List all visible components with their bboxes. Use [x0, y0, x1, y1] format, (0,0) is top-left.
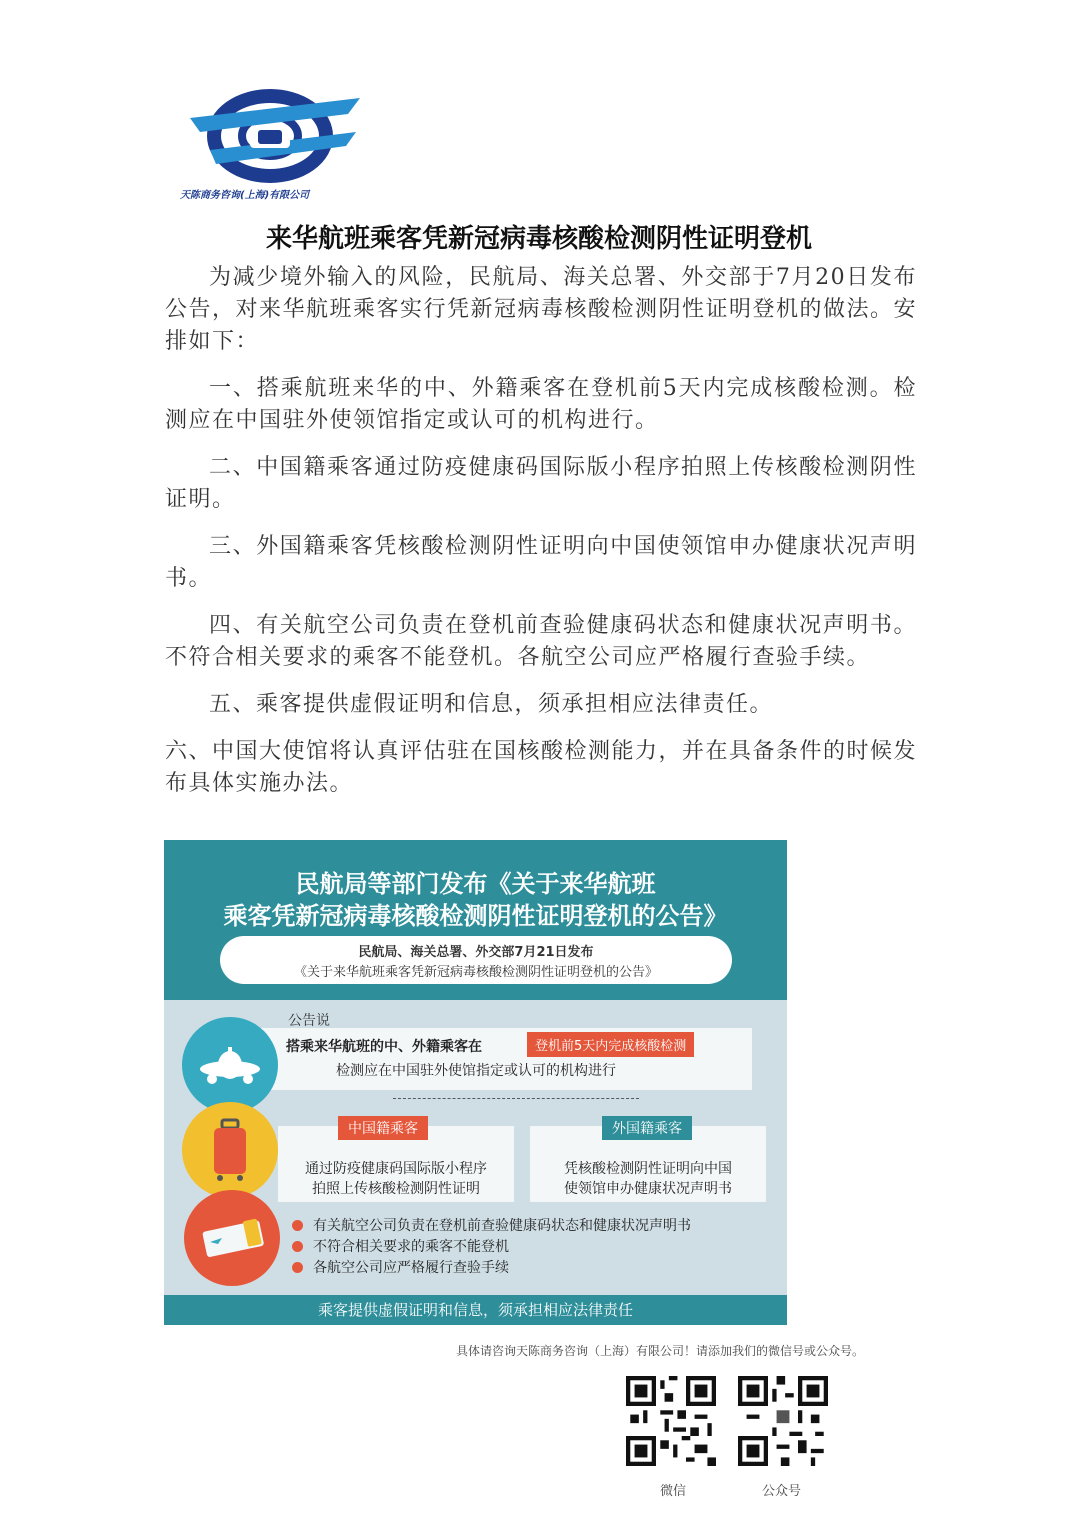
wechat-label: 微信 — [660, 1484, 687, 1499]
rule-item — [292, 1258, 691, 1279]
bullet-dot — [292, 1241, 303, 1252]
said-label: 公告说 — [288, 1013, 330, 1029]
infographic-heading-2: 乘客凭新冠病毒核酸检测阴性证明登机的公告》 — [223, 902, 728, 930]
document-title: 来华航班乘客凭新冠病毒核酸检测阴性证明登机 — [265, 224, 812, 254]
connector-line — [393, 1098, 639, 1115]
rule-item — [292, 1237, 691, 1258]
bullet-dot — [292, 1220, 303, 1231]
foreign-passenger-panel — [530, 1121, 766, 1202]
item-3: 三、外国籍乘客凭核酸检测阴性证明向中国使领馆申办健康状况声明书。 — [165, 534, 917, 591]
chinese-passenger-panel — [278, 1121, 514, 1202]
chinese-passenger-tag: 中国籍乘客 — [338, 1116, 428, 1140]
bullet-dot — [292, 1262, 303, 1273]
foreign-passenger-tag: 外国籍乘客 — [602, 1116, 692, 1140]
contact-note: 具体请咨询天陈商务咨询（上海）有限公司！请添加我们的微信号或公众号。 — [456, 1344, 865, 1358]
foreign-line-1: 凭核酸检测阴性证明向中国 — [564, 1161, 732, 1177]
infographic — [164, 840, 787, 1325]
official-account-label: 公众号 — [762, 1484, 802, 1499]
infographic-footer: 乘客提供虚假证明和信息，须承担相应法律责任 — [164, 1295, 787, 1325]
rule-text: 各航空公司应严格履行查验手续 — [313, 1260, 509, 1276]
official-account-qr-code[interactable] — [738, 1376, 828, 1466]
item-5: 五、乘客提供虚假证明和信息，须承担相应法律责任。 — [209, 692, 774, 717]
rules-list — [292, 1216, 691, 1279]
wechat-qr-code[interactable] — [626, 1376, 716, 1466]
logo-caption: 天陈商务咨询(上海)有限公司 — [180, 190, 310, 201]
item-6: 六、中国大使馆将认真评估驻在国核酸检测能力，并在具备条件的时候发布具体实施办法。 — [165, 739, 918, 796]
boarding-pass-icon — [184, 1190, 280, 1286]
item-2: 二、中国籍乘客通过防疫健康码国际版小程序拍照上传核酸检测阴性证明。 — [165, 455, 917, 512]
airplane-icon — [182, 1017, 278, 1113]
foreign-line-2: 使领馆申办健康状况声明书 — [564, 1181, 732, 1197]
step-1-line-2: 检测应在中国驻外使馆指定或认可的机构进行 — [336, 1063, 616, 1079]
rule-text: 有关航空公司负责在登机前查验健康码状态和健康状况声明书 — [313, 1218, 691, 1234]
luggage-icon — [182, 1102, 278, 1198]
document-body — [165, 262, 917, 815]
chinese-line-1: 通过防疫健康码国际版小程序 — [305, 1161, 487, 1177]
pill-line-1: 民航局、海关总署、外交部7月21日发布 — [358, 945, 594, 960]
step-1-panel — [252, 1028, 752, 1090]
rule-text: 不符合相关要求的乘客不能登机 — [313, 1239, 509, 1255]
step-1-text: 搭乘来华航班的中、外籍乘客在 — [286, 1039, 482, 1055]
item-1: 一、搭乘航班来华的中、外籍乘客在登机前5天内完成核酸检测。检测应在中国驻外使领馆指定或认可的机构进行。 — [165, 376, 917, 433]
rule-item — [292, 1216, 691, 1237]
infographic-heading-1: 民航局等部门发布《关于来华航班 — [295, 870, 656, 898]
intro-paragraph: 为减少境外输入的风险，民航局、海关总署、外交部于7月20日发布公告，对来华航班乘客实行凭新冠病毒核酸检测阴性证明登机的做法。安排如下： — [165, 265, 918, 354]
announcement-pill — [220, 936, 732, 984]
chinese-line-2: 拍照上传核酸检测阴性证明 — [312, 1181, 480, 1197]
step-1-highlight: 登机前5天内完成核酸检测 — [527, 1032, 694, 1057]
pill-line-2: 《关于来华航班乘客凭新冠病毒核酸检测阴性证明登机的公告》 — [293, 965, 658, 980]
item-4: 四、有关航空公司负责在登机前查验健康码状态和健康状况声明书。不符合相关要求的乘客不能登机。各航空公司应严格履行查验手续。 — [165, 613, 917, 670]
